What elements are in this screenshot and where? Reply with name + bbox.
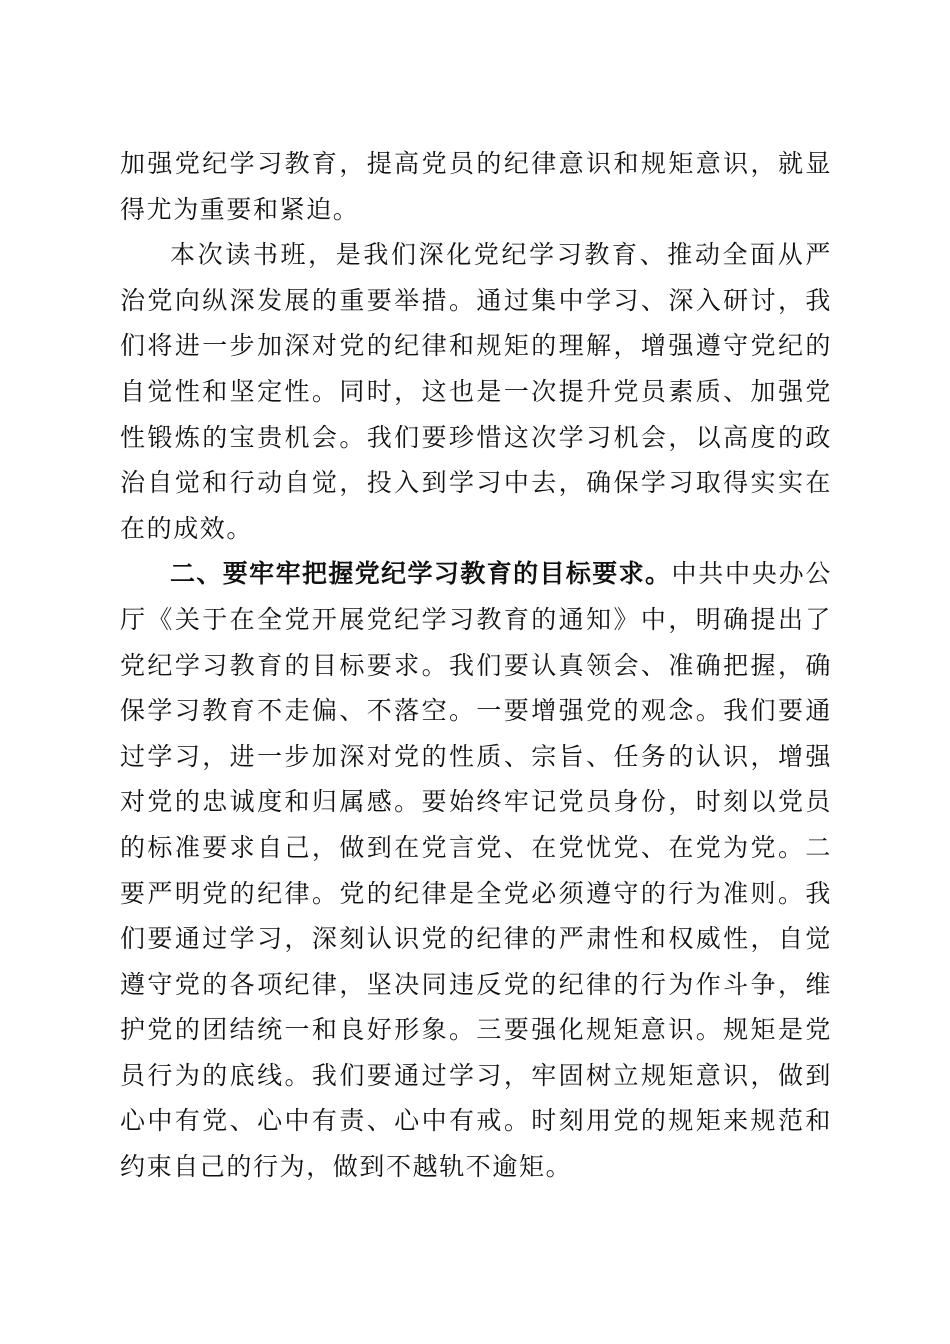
document-body [120, 141, 832, 1190]
paragraph-goals-body: 中共中央办公厅《关于在全党开展党纪学习教育的通知》中，明确提出了党纪学习教育的目标要求。我们要认真领会、准确把握，确保学习教育不走偏、不落空。一要增强党的观念。我们要通过学习，进一步加深对党的性质、宗旨、任务的认识，增强对党的忠诚度和归属感。要始终牢记党员身份，时刻以党员的标准要求自己，做到在党言党、在党忧党、在党为党。二要严明党的纪律。党的纪律是全党必须遵守的行为准则。我们要通过学习，深刻认识党的纪律的严肃性和权威性，自觉遵守党的各项纪律，坚决同违反党的纪律的行为作斗争，维护党的团结统一和良好形象。三要强化规矩意识。规矩是党员行为的底线。我们要通过学习，牢固树立规矩意识，做到心中有党、心中有责、心中有戒。时刻用党的规矩来规范和约束自己的行为，做到不越轨不逾矩。 [120, 559, 832, 1182]
paragraph-continuation: 加强党纪学习教育，提高党员的纪律意识和规矩意识，就显得尤为重要和紧迫。 [120, 149, 832, 224]
paragraph-reading-class: 本次读书班，是我们深化党纪学习教育、推动全面从严治党向纵深发展的重要举措。通过集中学习、深入研讨，我们将进一步加深对党的纪律和规矩的理解，增强遵守党纪的自觉性和坚定性。同时，这也是一次提升党员素质、加强党性锻炼的宝贵机会。我们要珍惜这次学习机会，以高度的政治自觉和行动自觉，投入到学习中去，确保学习取得实实在在的成效。 [120, 240, 832, 543]
section-heading: 二、要牢牢把握党纪学习教育的目标要求。 [170, 559, 672, 589]
paragraph-goals [120, 551, 832, 1189]
